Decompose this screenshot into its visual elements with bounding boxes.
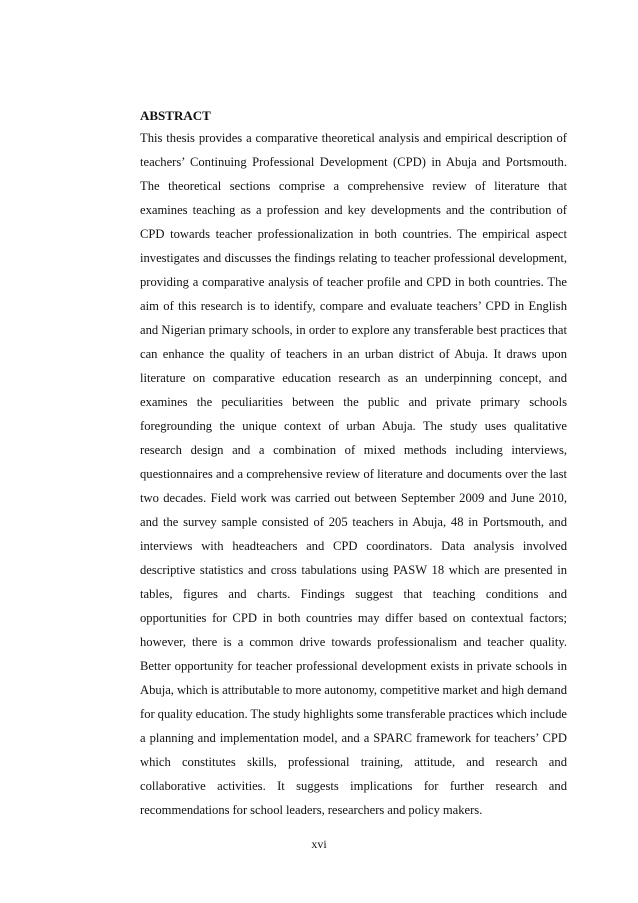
page-number: xvi <box>311 837 327 851</box>
abstract-section <box>140 106 567 822</box>
abstract-body: This thesis provides a comparative theoretical analysis and empirical description of teachers’ Continuing Professional Development (CPD) in Abuja and Portsmouth. The theoretical sections comprise a comprehensive review of literature that examines teaching as a profession and key developments and the contribution of CPD towards teacher professionalization in both countries. The empirical aspect investigates and discusses the findings relating to teacher professional development, providing a comparative analysis of teacher profile and CPD in both countries. The aim of this research is to identify, compare and evaluate teachers’ CPD in English and Nigerian primary schools, in order to explore any transferable best practices that can enhance the quality of teachers in an urban district of Abuja. It draws upon literature on comparative education research as an underpinning concept, and examines the peculiarities between the public and private primary schools foregrounding the unique context of urban Abuja. The study uses qualitative research design and a combination of mixed methods including interviews, questionnaires and a comprehensive review of literature and documents over the last two decades. Field work was carried out between September 2009 and June 2010, and the survey sample consisted of 205 teachers in Abuja, 48 in Portsmouth, and interviews with headteachers and CPD coordinators. Data analysis involved descriptive statistics and cross tabulations using PASW 18 which are presented in tables, figures and charts. Findings suggest that teaching conditions and opportunities for CPD in both countries may differ based on contextual factors; however, there is a common drive towards professionalism and teacher quality. Better opportunity for teacher professional development exists in private schools in Abuja, which is attributable to more autonomy, competitive market and high demand for quality education. The study highlights some transferable practices which include a planning and implementation model, and a SPARC framework for teachers’ CPD which constitutes skills, professional training, attitude, and research and collaborative activities. It suggests implications for further research and recommendations for school leaders, researchers and policy makers. <box>140 131 567 817</box>
abstract-heading: ABSTRACT <box>140 108 211 123</box>
